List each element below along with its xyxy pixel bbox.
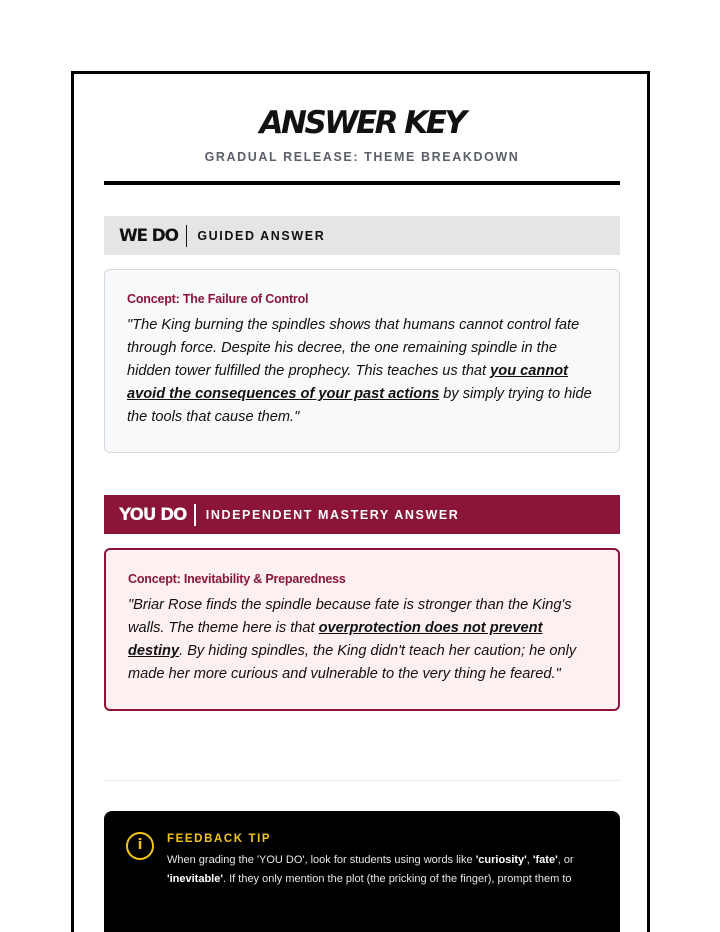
title-block [104, 74, 620, 185]
info-icon: i [126, 832, 154, 860]
we-do-quote-text-1: "The King burning the spindles shows that humans cannot control fate through force. Despite his decree, the one remaining spindle in the hidden tower fulfilled the prophecy. This teaches us that [127, 317, 580, 379]
we-do-answer-box [104, 269, 620, 453]
you-do-quote-emphasis: overprotection does not prevent destiny [128, 620, 543, 659]
tip-sep-2: , or [557, 854, 574, 866]
sheet-content [104, 74, 620, 885]
you-do-answer-box [104, 548, 620, 711]
we-do-concept: Concept: The Failure of Control [127, 292, 309, 306]
page-title: ANSWER KEY [259, 105, 465, 141]
you-do-quote-text-2: . By hiding spindles, the King didn't teach her caution; he only made her more curious and vulnerable to the very thing he feared." [128, 643, 577, 682]
title-divider [104, 181, 620, 185]
tip-keyword-fate: 'fate' [532, 854, 558, 866]
feedback-tip-box [104, 811, 620, 932]
we-do-divider [186, 225, 188, 247]
tip-keyword-curiosity: 'curiosity' [475, 854, 527, 866]
we-do-quote-emphasis: you cannot avoid the consequences of your past actions [127, 363, 569, 402]
tip-keyword-inevitable: 'inevitable' [167, 873, 223, 885]
you-do-label: YOU DO [119, 504, 187, 525]
we-do-label: WE DO [119, 225, 178, 246]
answer-key-sheet [71, 71, 650, 932]
feedback-tip-text [167, 851, 597, 889]
you-do-header [104, 495, 620, 534]
you-do-quote-text-1: "Briar Rose finds the spindle because fate is stronger than the King's walls. The theme here is that [128, 597, 572, 636]
you-do-concept: Concept: Inevitability & Preparedness [128, 572, 346, 586]
tip-sep-1: , [526, 854, 533, 866]
we-do-header [104, 216, 620, 255]
we-do-quote-text-2: by simply trying to hide the tools that cause them." [127, 386, 592, 425]
feedback-tip-title: FEEDBACK TIP [167, 833, 272, 845]
tip-text-2: . If they only mention the plot (the pricking of the finger), prompt them to [222, 873, 572, 885]
you-do-divider [194, 504, 196, 526]
section-divider [104, 780, 620, 781]
you-do-sublabel: INDEPENDENT MASTERY ANSWER [205, 507, 460, 522]
page-subtitle: GRADUAL RELEASE: THEME BREAKDOWN [204, 150, 520, 164]
we-do-quote [127, 314, 597, 429]
tip-text-1: When grading the 'YOU DO', look for students using words like [167, 854, 476, 866]
you-do-quote [128, 594, 596, 686]
we-do-sublabel: GUIDED ANSWER [197, 228, 326, 243]
